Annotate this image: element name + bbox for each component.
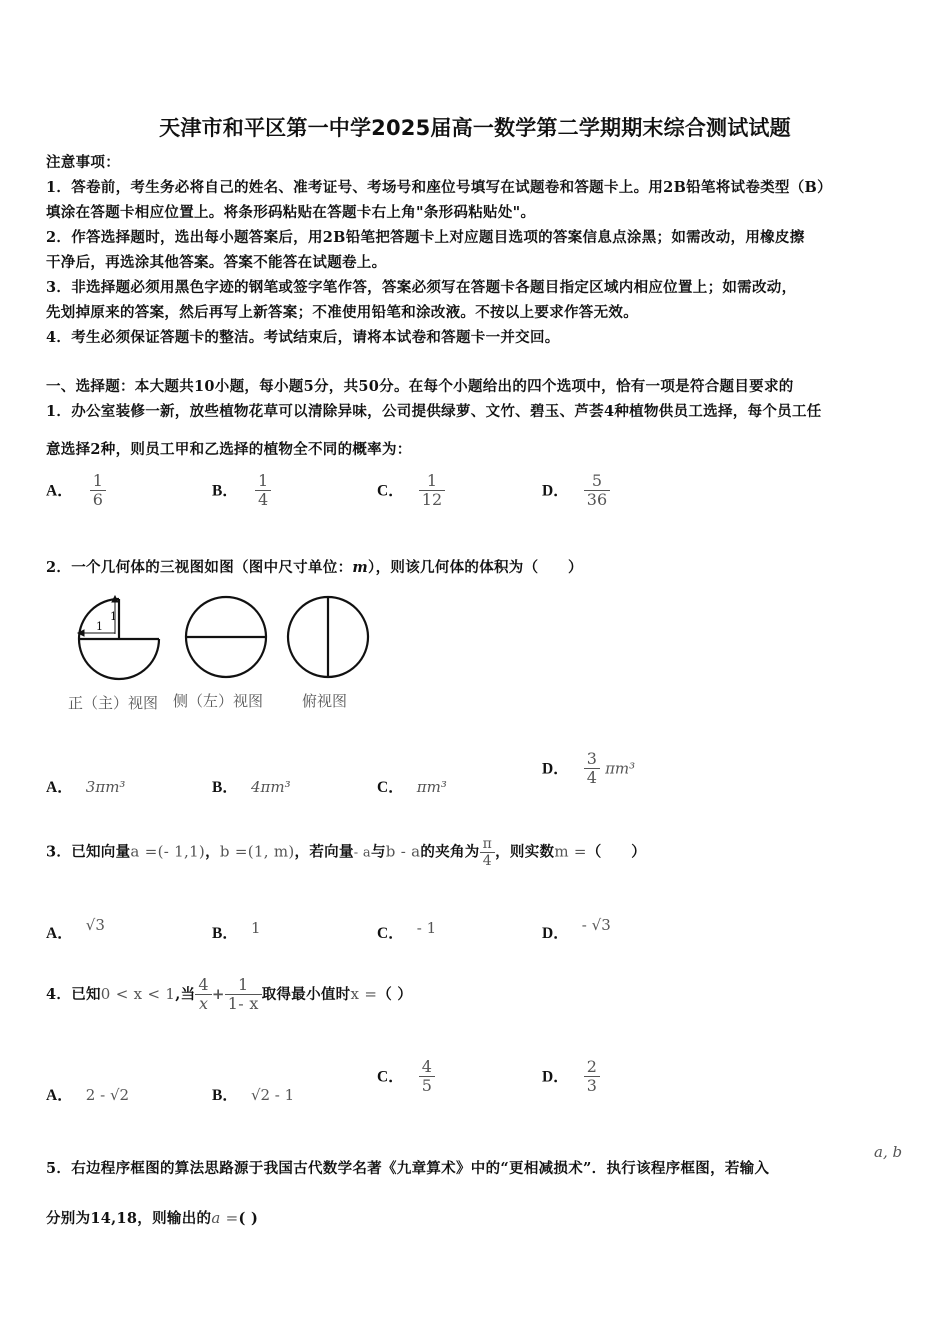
q4-option-a[interactable]: A． 2 - √2	[46, 1086, 130, 1104]
fraction: $\frac{1}{12}$	[419, 472, 445, 510]
fraction: $\frac{1}{6}$	[90, 472, 106, 510]
fraction: $\frac{4}{x}$	[195, 976, 211, 1014]
q4-option-c[interactable]: C． $\frac{4}{5}$	[377, 1058, 435, 1096]
dim-label-horizontal: 1	[96, 620, 103, 633]
front-view-label: 正（主）视图	[68, 694, 159, 712]
q5-stem-line2: 分别为14,18，则输出的a =( )	[46, 1209, 259, 1227]
fraction: $\frac{1}{4}$	[255, 472, 271, 510]
notice-line: 干净后，再选涂其他答案。答案不能答在试题卷上。	[46, 254, 387, 271]
q4-option-b[interactable]: B． √2 - 1	[212, 1086, 295, 1104]
q1-option-c[interactable]: C． $\frac{1}{12}$	[377, 472, 445, 510]
q3-option-c[interactable]: C． - 1	[377, 919, 437, 942]
notice-line: 填涂在答题卡相应位置上。将条形码粘贴在答题卡右上角"条形码粘贴处"。	[46, 204, 536, 221]
fraction: $\frac{3}{4}$	[584, 750, 600, 788]
q3-option-d[interactable]: D． - √3	[542, 916, 611, 942]
fraction: $\frac{1}{1- x}$	[225, 976, 262, 1014]
q2-option-a[interactable]: A． 3πm³	[46, 778, 126, 796]
q5-inputs: a, b	[874, 1143, 903, 1161]
notice-line: 3．非选择题必须用黑色字迹的钢笔或签字笔作答，答案必须写在答题卡各题目指定区域内相应位置上；如需改动，	[46, 279, 797, 296]
q3-option-b[interactable]: B． 1	[212, 919, 261, 942]
fraction: $\frac{\pi}{4}$	[480, 836, 496, 869]
q2-option-b[interactable]: B． 4πm³	[212, 778, 291, 796]
q4-option-d[interactable]: D． $\frac{2}{3}$	[542, 1058, 600, 1096]
fraction: $\frac{2}{3}$	[584, 1058, 600, 1096]
notice-line: 4．考生必须保证答题卡的整洁。考试结束后，请将本试卷和答题卡一并交回。	[46, 329, 560, 346]
q1-option-a[interactable]: A． $\frac{1}{6}$	[46, 472, 106, 510]
q5-stem-line1: 5．右边程序框图的算法思路源于我国古代数学名著《九章算术》中的“更相减损术”．执行该程序框图，若输入	[46, 1160, 770, 1177]
q2-option-d[interactable]: D． $\frac{3}{4}$ πm³	[542, 749, 636, 788]
q1-stem-line2: 意选择2种，则员工甲和乙选择的植物全不同的概率为：	[46, 441, 412, 458]
dim-label-vertical: 1	[110, 610, 117, 623]
q1-option-b[interactable]: B． $\frac{1}{4}$	[212, 472, 271, 510]
q2-stem: 2．一个几何体的三视图如图（图中尺寸单位：m），则该几何体的体积为（ ）	[46, 559, 583, 576]
q3-stem: 3．已知向量a =(- 1,1)，b =(1, m)，若向量- a与b - a的夹角为 $\frac{\pi}{4}$ ，则实数m =（ ）	[46, 836, 646, 870]
top-view-label: 俯视图	[302, 692, 348, 710]
q1-option-d[interactable]: D． $\frac{5}{36}$	[542, 472, 610, 510]
fraction: $\frac{4}{5}$	[419, 1058, 435, 1096]
page-title: 天津市和平区第一中学2025届高一数学第二学期期末综合测试试题	[159, 116, 791, 140]
section-heading: 一、选择题：本大题共10小题，每小题5分，共50分。在每个小题给出的四个选项中，恰有一项是符合题目要求的	[46, 378, 794, 395]
notice-line: 2．作答选择题时，选出每小题答案后，用2B铅笔把答题卡上对应题目选项的答案信息点涂黑；如需改动，用橡皮擦	[46, 229, 805, 246]
fraction: $\frac{5}{36}$	[584, 472, 610, 510]
notice-line: 先划掉原来的答案，然后再写上新答案；不准使用铅笔和涂改液。不按以上要求作答无效。	[46, 304, 638, 321]
q3-option-a[interactable]: A． √3	[46, 916, 105, 942]
notice-line: 1．答卷前，考生务必将自己的姓名、准考证号、考场号和座位号填写在试题卷和答题卡上。用2B铅笔将试卷类型（B）	[46, 179, 832, 196]
q4-stem: 4．已知0 < x < 1,当 $\frac{4}{x}$ + $\frac{1}{1- x}$ 取得最小值时x =（ ）	[46, 975, 413, 1014]
side-view-label: 侧（左）视图	[173, 692, 264, 710]
notice-heading: 注意事项：	[46, 154, 120, 171]
q2-option-c[interactable]: C． πm³	[377, 778, 447, 796]
q1-stem-line1: 1．办公室装修一新，放些植物花草可以清除异味，公司提供绿萝、文竹、碧玉、芦荟4种植物供员工选择，每个员工任	[46, 403, 822, 420]
